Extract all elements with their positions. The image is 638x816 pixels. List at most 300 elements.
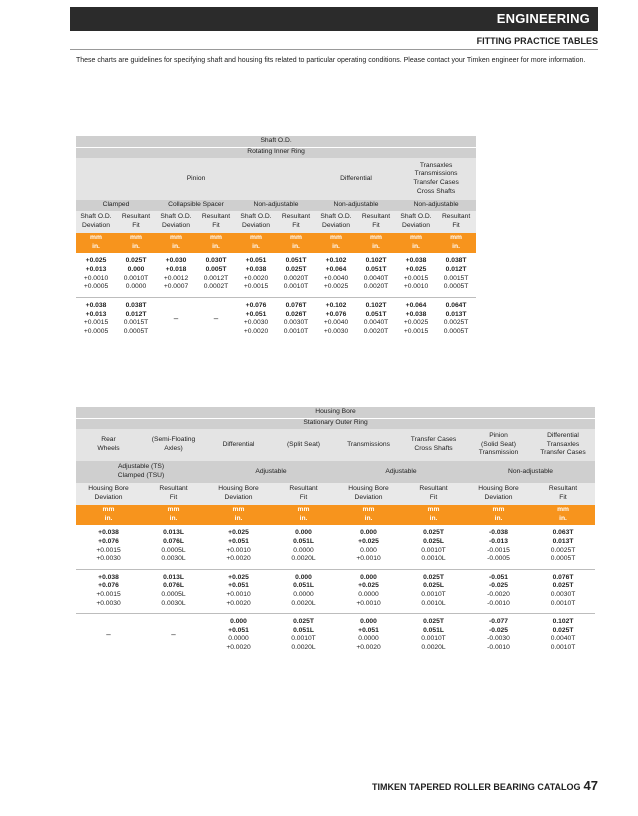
value-in: 0.0000: [358, 591, 379, 598]
unit-in: in.: [559, 515, 567, 522]
value-in: +0.0020: [226, 643, 251, 651]
value-in: 0.0000: [293, 546, 314, 554]
value-mm: 0.000: [360, 573, 377, 581]
value-mm: 0.005T: [205, 266, 227, 274]
value-mm: +0.051: [228, 582, 249, 590]
value-in: +0.0005: [83, 283, 109, 291]
value-in: +0.0015: [243, 283, 269, 291]
header-line: Resultant: [361, 213, 391, 221]
value-in: -0.0020: [487, 591, 510, 598]
data-cell: [76, 297, 116, 341]
value-mm: 0.076T: [552, 573, 574, 581]
header-line: Resultant: [548, 485, 578, 493]
value-in: +0.0015: [96, 546, 121, 554]
resultant-fit-column-header: [531, 483, 595, 505]
value-mm: +0.038: [245, 266, 267, 274]
unit-cell: [336, 505, 401, 525]
section-title: ENGINEERING: [496, 11, 590, 26]
value-mm: 0.025T: [423, 573, 444, 581]
resultant-fit-column-header: [141, 483, 206, 505]
data-cell: [206, 613, 271, 657]
unit-mm: mm: [102, 506, 115, 514]
value-mm: -0.025: [489, 582, 508, 590]
value-in: 0.0040T: [363, 319, 389, 327]
table-row: [76, 525, 595, 569]
housing-unit-row: [76, 505, 595, 525]
data-cell: [356, 297, 396, 341]
unit-mm: mm: [450, 234, 463, 242]
value-mm: +0.030: [165, 257, 187, 265]
value-mm: +0.038: [98, 573, 119, 581]
application-header: [271, 429, 336, 461]
value-mm: +0.025: [358, 582, 379, 590]
housing-category: [76, 461, 206, 483]
table-row: [76, 297, 476, 341]
data-cell: [436, 253, 476, 297]
value-in: 0.0020T: [283, 274, 309, 282]
value-in: 0.0010T: [291, 635, 316, 643]
value-in: 0.0010T: [283, 283, 309, 291]
unit-in: in.: [169, 515, 178, 522]
header-line: Resultant: [159, 485, 188, 493]
value-in: 0.0005L: [161, 546, 186, 554]
unit-in: in.: [132, 243, 140, 250]
value-in: 0.0015T: [123, 319, 149, 327]
data-cell: [76, 569, 141, 613]
shaft-data-body: [76, 253, 476, 341]
deviation-column-header: [206, 483, 271, 505]
value-mm: 0.000: [360, 617, 377, 625]
value-mm: +0.051: [245, 310, 267, 318]
empty-dash: –: [173, 314, 179, 324]
value-mm: 0.025T: [285, 266, 307, 274]
unit-mm: mm: [362, 506, 375, 514]
header-line: Housing Bore: [348, 485, 389, 493]
housing-table-subtitle: Stationary Outer Ring: [76, 418, 595, 429]
resultant-fit-column-header: [196, 211, 236, 233]
value-mm: +0.025: [85, 257, 107, 265]
value-mm: 0.051T: [365, 266, 387, 274]
value-in: 0.0010T: [123, 274, 149, 282]
shaft-category: Clamped: [76, 200, 156, 211]
header-line: Shaft O.D.: [80, 213, 112, 221]
unit-mm: mm: [210, 234, 222, 242]
value-in: +0.0030: [96, 599, 121, 607]
value-mm: 0.051T: [285, 257, 307, 265]
unit-cell: [141, 505, 206, 525]
data-cell: [401, 613, 466, 657]
header-line: (Split Seat): [286, 440, 321, 448]
page-number: 47: [583, 778, 598, 793]
value-mm: +0.038: [98, 529, 119, 537]
value-mm: +0.038: [405, 310, 427, 318]
header-line: Resultant: [441, 213, 471, 221]
value-in: +0.0020: [243, 327, 269, 335]
value-in: 0.0010T: [421, 546, 446, 554]
value-mm: 0.025L: [423, 582, 444, 590]
value-mm: 0.051L: [423, 626, 444, 634]
data-cell: [531, 525, 595, 569]
shaft-category: Non-adjustable: [396, 200, 476, 211]
housing-table-title: Housing Bore: [76, 407, 595, 418]
value-mm: +0.038: [405, 257, 427, 265]
value-in: 0.0020L: [421, 643, 446, 651]
value-mm: 0.102T: [365, 301, 387, 309]
data-cell: [316, 253, 356, 297]
value-in: 0.0012T: [203, 274, 229, 282]
unit-mm: mm: [167, 506, 180, 514]
housing-applications-row: [76, 429, 595, 461]
shaft-category: Collapsible Spacer: [156, 200, 236, 211]
header-line: Differential: [222, 440, 255, 448]
value-mm: 0.064T: [445, 301, 467, 309]
value-in: 0.0025T: [550, 546, 576, 554]
data-cell: [356, 253, 396, 297]
header-line: Fit: [132, 222, 140, 229]
value-mm: 0.051L: [293, 626, 314, 634]
value-in: +0.0010: [356, 555, 381, 563]
value-in: +0.0030: [323, 327, 349, 335]
value-in: 0.0020L: [291, 599, 316, 607]
value-mm: 0.102T: [365, 257, 387, 265]
value-in: +0.0012: [163, 274, 189, 282]
value-mm: 0.038T: [125, 301, 147, 309]
value-mm: 0.063T: [552, 529, 574, 537]
housing-data-body: [76, 525, 595, 657]
application-header: [531, 429, 595, 461]
unit-in: in.: [429, 515, 438, 522]
value-mm: 0.000: [127, 266, 145, 274]
empty-dash: –: [106, 630, 111, 640]
value-mm: 0.076L: [163, 582, 184, 590]
unit-cell: [116, 233, 156, 253]
header-line: Axles): [164, 445, 183, 452]
header-line: Wheels: [97, 445, 120, 452]
unit-cell: [236, 233, 276, 253]
unit-cell: [76, 233, 116, 253]
header-line: Adjustable (TS): [117, 463, 165, 471]
value-in: 0.0020L: [291, 555, 316, 563]
unit-mm: mm: [250, 234, 262, 242]
value-in: +0.0010: [356, 599, 381, 607]
unit-cell: [396, 233, 436, 253]
value-mm: 0.025T: [423, 617, 444, 625]
header-line: Deviation: [484, 494, 513, 501]
data-cell: [271, 525, 336, 569]
value-mm: 0.051T: [365, 310, 387, 318]
value-mm: 0.025T: [293, 617, 314, 625]
header-bar: [70, 7, 598, 31]
header-line: (Solid Seat): [481, 440, 516, 448]
shaft-unit-row: [76, 233, 476, 253]
value-mm: 0.013L: [163, 529, 184, 537]
value-in: 0.0002T: [203, 283, 229, 291]
value-mm: 0.025T: [552, 626, 574, 634]
shaft-table-subtitle: Rotating Inner Ring: [76, 147, 476, 158]
deviation-column-header: [156, 211, 196, 233]
value-mm: -0.038: [489, 529, 508, 537]
value-in: 0.0005T: [443, 283, 469, 291]
shaft-column-headers: [76, 211, 476, 233]
value-mm: 0.026T: [285, 310, 307, 318]
value-in: 0.0020T: [363, 283, 389, 291]
header-line: Shaft O.D.: [160, 213, 192, 221]
value-in: +0.0030: [243, 319, 269, 327]
value-in: +0.0007: [163, 283, 189, 291]
header-line: Resultant: [281, 213, 311, 221]
header-line: (Semi-Floating: [151, 436, 196, 444]
value-mm: 0.076T: [285, 301, 307, 309]
unit-mm: mm: [330, 234, 342, 242]
header-line: Pinion: [489, 431, 508, 439]
value-mm: +0.038: [85, 301, 107, 309]
unit-in: in.: [212, 243, 220, 250]
header-line: Transfer Cases: [540, 449, 586, 457]
empty-dash: –: [171, 630, 176, 640]
unit-in: in.: [452, 243, 460, 250]
value-in: 0.0030T: [550, 591, 576, 598]
value-in: +0.0015: [96, 591, 121, 598]
data-cell: [276, 253, 316, 297]
housing-fit-table: [76, 407, 595, 657]
data-cell: [271, 613, 336, 657]
intro-text: These charts are guidelines for specifying shaft and housing fits related to particular operating conditions. Please contact your Timken engineer for more information.: [76, 57, 586, 64]
unit-cell: [196, 233, 236, 253]
value-mm: 0.051L: [293, 582, 314, 590]
header-divider: [70, 49, 598, 50]
header-line: Deviation: [242, 222, 270, 229]
header-line: Fit: [212, 222, 220, 229]
data-cell: [236, 297, 276, 341]
application-header: [466, 429, 531, 461]
resultant-fit-column-header: [356, 211, 396, 233]
value-in: 0.0020T: [363, 327, 389, 335]
value-mm: +0.051: [245, 257, 267, 265]
value-mm: -0.077: [489, 617, 508, 625]
shaft-group-transaxles: Transaxles Transmissions Transfer Cases Cross Shafts: [396, 158, 476, 200]
value-mm: 0.025T: [552, 582, 574, 590]
application-header: [141, 429, 206, 461]
deviation-column-header: [316, 211, 356, 233]
data-cell: [336, 613, 401, 657]
value-in: 0.0010T: [550, 599, 576, 607]
value-mm: +0.076: [98, 538, 119, 546]
value-in: 0.0030L: [161, 555, 186, 563]
value-mm: +0.025: [405, 266, 427, 274]
value-in: +0.0025: [323, 283, 349, 291]
header-line: Transmission: [478, 449, 519, 457]
unit-cell: [436, 233, 476, 253]
table-row: [76, 569, 595, 613]
value-in: -0.0005: [487, 555, 510, 563]
header-line: Deviation: [94, 494, 123, 501]
unit-cell: [531, 505, 595, 525]
header-line: Cross Shafts: [414, 445, 453, 452]
table-row: [76, 613, 595, 657]
data-cell: [531, 569, 595, 613]
unit-cell: [276, 233, 316, 253]
value-in: 0.0030L: [161, 599, 186, 607]
data-cell: [271, 569, 336, 613]
value-in: 0.0005L: [161, 591, 186, 598]
unit-in: in.: [372, 243, 380, 250]
unit-mm: mm: [492, 506, 505, 514]
value-mm: 0.051L: [293, 538, 314, 546]
unit-cell: [76, 505, 141, 525]
header-line: Shaft O.D.: [320, 213, 352, 221]
value-mm: +0.102: [325, 257, 347, 265]
data-cell: [336, 525, 401, 569]
value-in: +0.0010: [83, 274, 109, 282]
unit-in: in.: [292, 243, 300, 250]
application-header: [401, 429, 466, 461]
value-in: +0.0015: [403, 327, 429, 335]
header-line: Transmissions: [347, 440, 390, 448]
header-line: Resultant: [289, 485, 318, 493]
value-in: 0.0020L: [291, 643, 316, 651]
housing-categories-row: [76, 461, 595, 483]
data-cell: [466, 613, 531, 657]
housing-category: [206, 461, 336, 483]
data-cell: [156, 297, 196, 341]
unit-cell: [356, 233, 396, 253]
value-mm: 0.000: [295, 573, 312, 581]
deviation-column-header: [336, 483, 401, 505]
unit-mm: mm: [90, 234, 102, 242]
unit-in: in.: [494, 515, 503, 522]
value-in: 0.000: [360, 546, 377, 554]
resultant-fit-column-header: [436, 211, 476, 233]
unit-cell: [316, 233, 356, 253]
header-line: Deviation: [224, 494, 253, 501]
unit-mm: mm: [130, 234, 142, 242]
value-in: 0.0000: [228, 635, 249, 643]
value-mm: -0.051: [489, 573, 508, 581]
value-in: +0.0010: [403, 283, 429, 291]
data-cell: [76, 613, 141, 657]
header-line: Shaft O.D.: [240, 213, 272, 221]
value-mm: +0.064: [325, 266, 347, 274]
header-line: Deviation: [162, 222, 190, 229]
empty-dash: –: [213, 314, 219, 324]
value-mm: +0.076: [98, 582, 119, 590]
value-mm: 0.013L: [163, 573, 184, 581]
data-cell: [76, 253, 116, 297]
header-line: Non-adjustable: [508, 467, 553, 475]
shaft-category: Non-adjustable: [316, 200, 396, 211]
header-line: Transfer Cases: [410, 436, 457, 444]
header-line: Deviation: [354, 494, 383, 501]
value-mm: 0.076L: [163, 538, 184, 546]
header-line: Housing Bore: [88, 485, 129, 493]
value-in: 0.0030T: [283, 319, 309, 327]
value-mm: 0.025T: [125, 257, 147, 265]
value-mm: +0.102: [325, 301, 347, 309]
value-in: 0.0010T: [421, 635, 446, 643]
data-cell: [156, 253, 196, 297]
data-cell: [206, 525, 271, 569]
value-mm: +0.025: [228, 573, 249, 581]
unit-mm: mm: [290, 234, 302, 242]
header-line: Transaxles: [546, 440, 580, 448]
header-line: Fit: [429, 494, 438, 501]
value-in: +0.0005: [83, 327, 109, 335]
resultant-fit-column-header: [276, 211, 316, 233]
data-cell: [396, 253, 436, 297]
value-mm: 0.012T: [125, 310, 147, 318]
housing-category: [466, 461, 595, 483]
header-line: Adjustable: [385, 467, 417, 475]
header-line: Differential: [547, 431, 579, 439]
unit-mm: mm: [170, 234, 182, 242]
resultant-fit-column-header: [271, 483, 336, 505]
value-mm: 0.038T: [445, 257, 467, 265]
value-mm: +0.051: [228, 626, 249, 634]
value-in: 0.0000: [358, 635, 379, 643]
value-mm: 0.025L: [423, 538, 444, 546]
header-line: Resultant: [419, 485, 448, 493]
header-line: Shaft O.D.: [400, 213, 432, 221]
table-row: [76, 253, 476, 297]
unit-in: in.: [332, 243, 340, 250]
data-cell: [401, 525, 466, 569]
unit-in: in.: [92, 243, 100, 250]
value-in: -0.0030: [487, 635, 510, 643]
value-in: +0.0040: [323, 319, 349, 327]
unit-mm: mm: [297, 506, 310, 514]
value-in: 0.0015T: [443, 274, 469, 282]
application-header: [336, 429, 401, 461]
header-line: Clamped (TSU): [117, 472, 165, 479]
data-cell: [116, 297, 156, 341]
shaft-group-differential: Differential: [316, 158, 396, 200]
data-cell: [466, 569, 531, 613]
unit-mm: mm: [427, 506, 440, 514]
value-in: 0.0000: [125, 283, 147, 291]
value-mm: -0.025: [489, 626, 508, 634]
value-mm: -0.013: [489, 538, 508, 546]
deviation-column-header: [396, 211, 436, 233]
value-in: +0.0010: [226, 591, 251, 598]
header-line: Housing Bore: [218, 485, 259, 493]
value-mm: +0.076: [245, 301, 267, 309]
unit-in: in.: [364, 515, 373, 522]
value-mm: +0.064: [405, 301, 427, 309]
page-subtitle: FITTING PRACTICE TABLES: [476, 36, 598, 46]
shaft-table-title: Shaft O.D.: [76, 136, 476, 147]
value-in: -0.0010: [487, 643, 510, 651]
value-in: 0.0010T: [283, 327, 309, 335]
data-cell: [76, 525, 141, 569]
unit-in: in.: [412, 243, 420, 250]
unit-mm: mm: [232, 506, 245, 514]
value-mm: +0.018: [165, 266, 187, 274]
value-in: +0.0040: [323, 274, 349, 282]
value-mm: 0.102T: [552, 617, 574, 625]
data-cell: [141, 569, 206, 613]
deviation-column-header: [76, 483, 141, 505]
value-mm: 0.013T: [552, 538, 574, 546]
housing-column-headers: [76, 483, 595, 505]
data-cell: [141, 525, 206, 569]
page-footer: [372, 778, 598, 793]
data-cell: [316, 297, 356, 341]
value-in: +0.0025: [403, 319, 429, 327]
application-header: [206, 429, 271, 461]
header-line: Fit: [169, 494, 178, 501]
data-cell: [141, 613, 206, 657]
header-line: Deviation: [402, 222, 430, 229]
